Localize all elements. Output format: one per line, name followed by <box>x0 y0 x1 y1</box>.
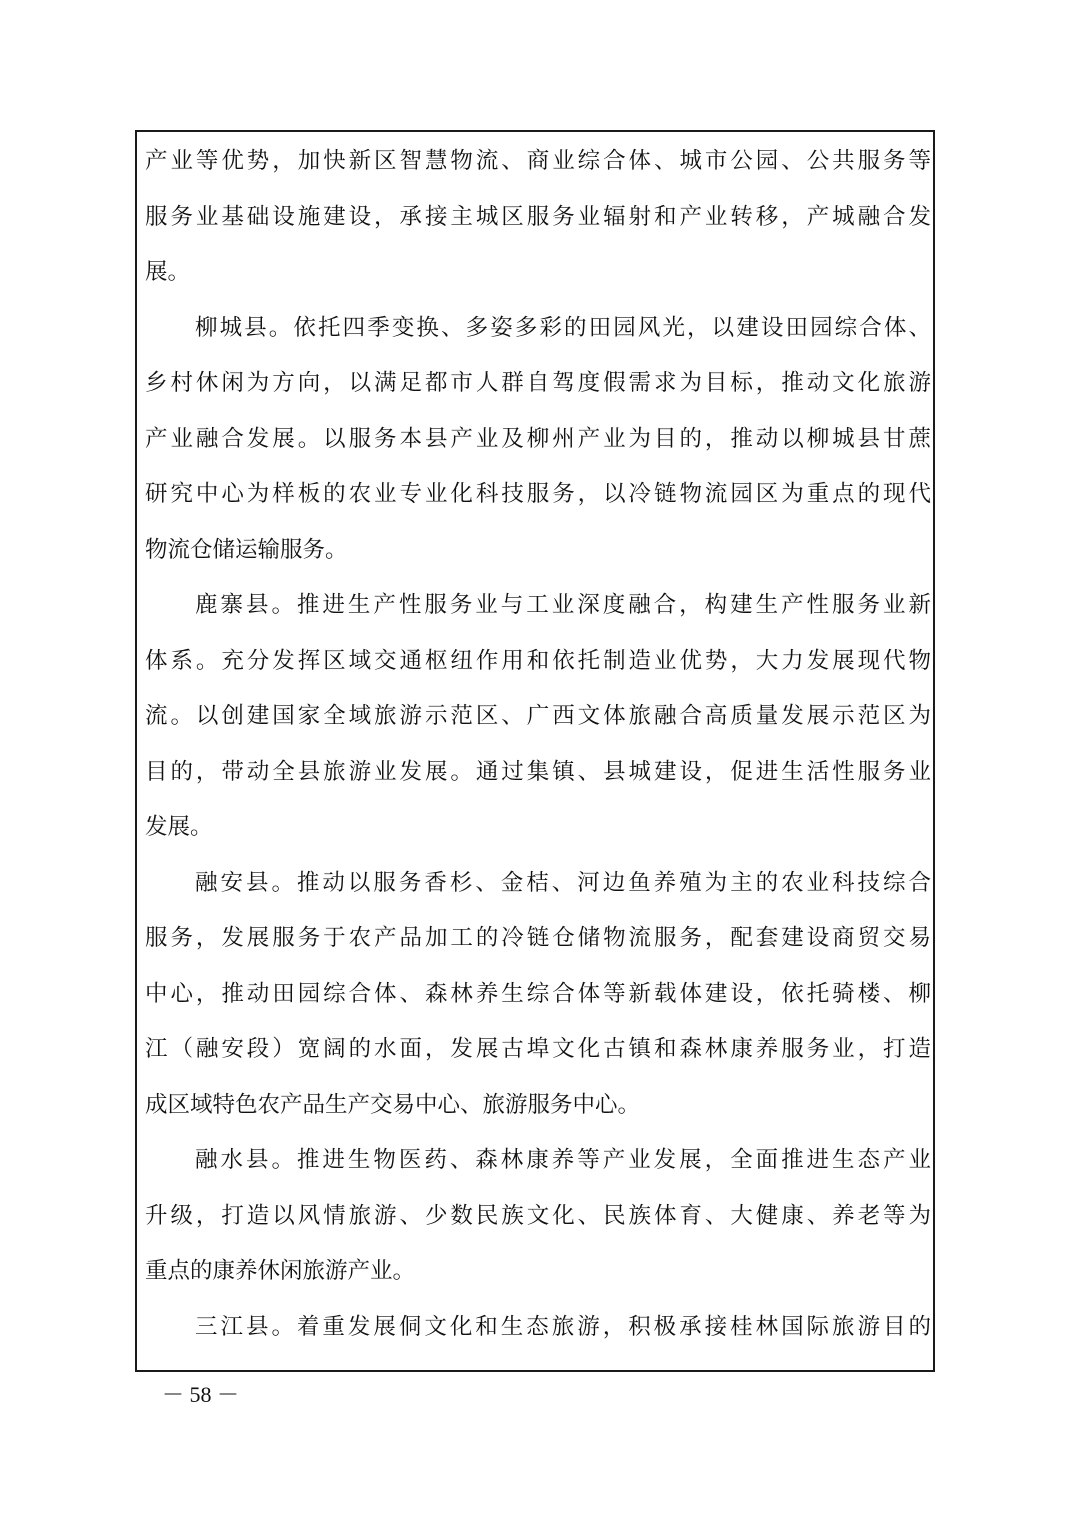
text-line: 发展。 <box>145 814 213 840</box>
text-line: 产业等优势，加快新区智慧物流、商业综合体、城市公园、公共服务等 <box>145 148 931 174</box>
text-line: 成区域特色农产品生产交易中心、旅游服务中心。 <box>145 1091 641 1118</box>
text-line: 展。 <box>145 259 191 285</box>
document-body <box>145 134 931 1355</box>
text-line: 流。以创建国家全域旅游示范区、广西文体旅融合高质量发展示范区为 <box>145 703 931 729</box>
page-number: － 58 － <box>162 1382 240 1407</box>
text-line: 鹿寨县。推进生产性服务业与工业深度融合，构建生产性服务业新 <box>195 592 931 618</box>
text-line: 物流仓储运输服务。 <box>145 536 348 563</box>
text-line: 服务业基础设施建设，承接主城区服务业辐射和产业转移，产城融合发 <box>145 203 931 230</box>
text-line: 三江县。着重发展侗文化和生态旅游，积极承接桂林国际旅游目的 <box>195 1313 931 1340</box>
text-line: 中心，推动田园综合体、森林养生综合体等新载体建设，依托骑楼、柳 <box>145 980 931 1007</box>
text-line: 江（融安段）宽阔的水面，发展古埠文化古镇和森林康养服务业，打造 <box>145 1036 931 1062</box>
text-line: 体系。充分发挥区域交通枢纽作用和依托制造业优势，大力发展现代物 <box>145 647 931 674</box>
text-line: 升级，打造以风情旅游、少数民族文化、民族体育、大健康、养老等为 <box>145 1202 931 1229</box>
text-line: 融水县。推进生物医药、森林康养等产业发展，全面推进生态产业 <box>195 1147 931 1173</box>
text-line: 研究中心为样板的农业专业化科技服务，以冷链物流园区为重点的现代 <box>145 481 931 507</box>
text-line: 柳城县。依托四季变换、多姿多彩的田园风光，以建设田园综合体、 <box>195 314 931 341</box>
text-line: 目的，带动全县旅游业发展。通过集镇、县城建设，促进生活性服务业 <box>145 758 931 785</box>
text-line: 重点的康养休闲旅游产业。 <box>145 1258 416 1284</box>
text-line: 融安县。推动以服务香杉、金桔、河边鱼养殖为主的农业科技综合 <box>195 869 931 896</box>
text-line: 乡村休闲为方向，以满足都市人群自驾度假需求为目标，推动文化旅游 <box>145 370 931 396</box>
text-line: 服务，发展服务于农产品加工的冷链仓储物流服务，配套建设商贸交易 <box>145 925 931 951</box>
text-line: 产业融合发展。以服务本县产业及柳州产业为目的，推动以柳城县甘蔗 <box>145 425 931 452</box>
